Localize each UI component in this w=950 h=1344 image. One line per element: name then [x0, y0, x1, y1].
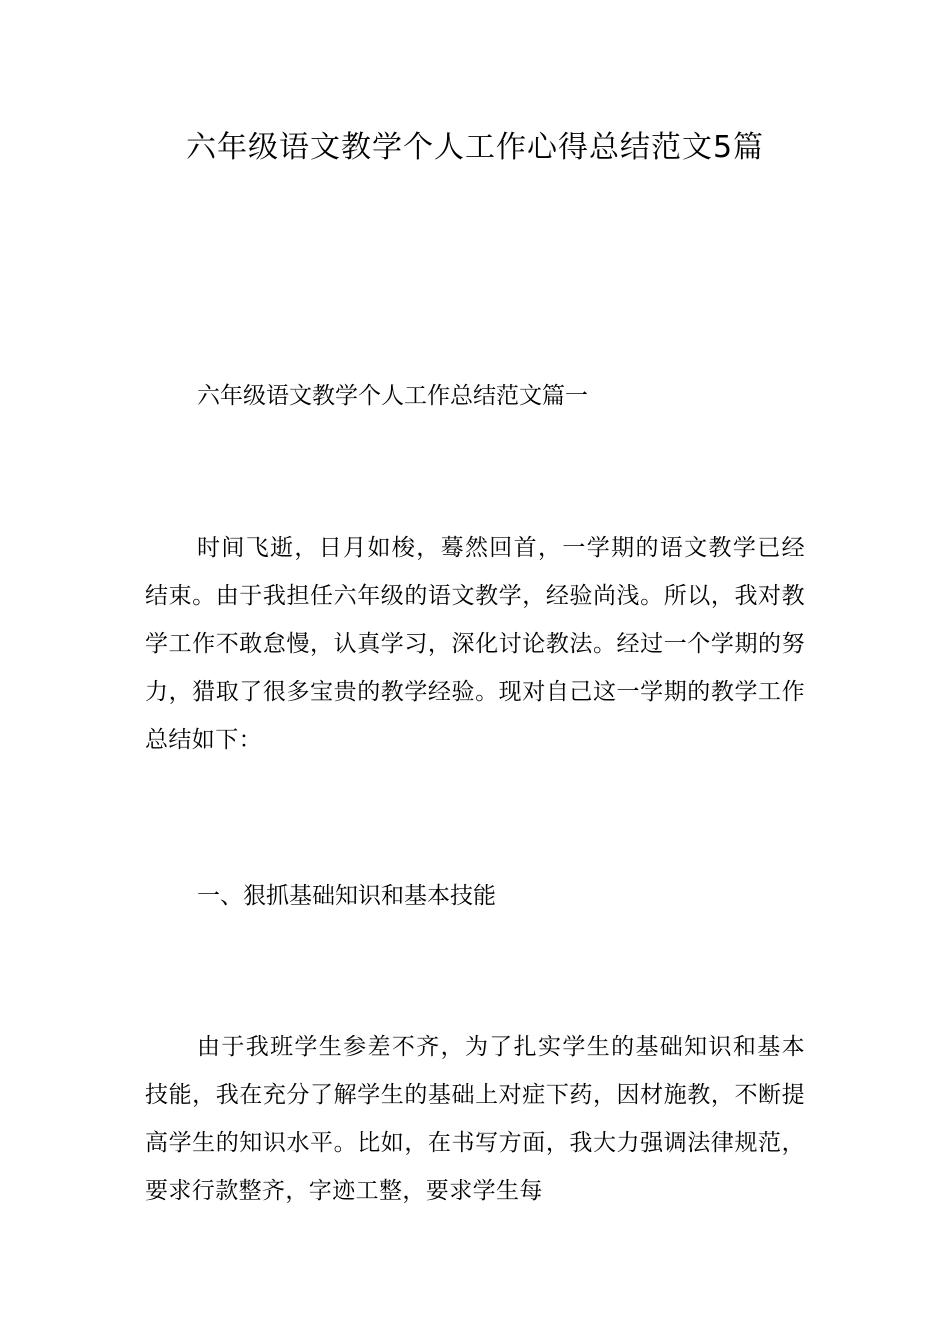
- document-title: 六年级语文教学个人工作心得总结范文5篇: [185, 130, 765, 165]
- subheading-basic-skills: 一、狠抓基础知识和基本技能: [197, 883, 496, 909]
- section-heading-part-one: 六年级语文教学个人工作总结范文篇一: [197, 383, 588, 409]
- body-paragraph: 由于我班学生参差不齐，为了扎实学生的基础知识和基本技能，我在充分了解学生的基础上对症下药，因材施教，不断提高学生的知识水平。比如，在书写方面，我大力强调法律规范，要求行款整齐，字迹工整，要求学生每: [145, 1034, 805, 1204]
- intro-paragraph: 时间飞逝，日月如梭，蓦然回首，一学期的语文教学已经结束。由于我担任六年级的语文教学，经验尚浅。所以，我对教学工作不敢怠慢，认真学习，深化讨论教法。经过一个学期的努力，猎取了很多宝贵的教学经验。现对自己这一学期的教学工作总结如下：: [145, 535, 805, 753]
